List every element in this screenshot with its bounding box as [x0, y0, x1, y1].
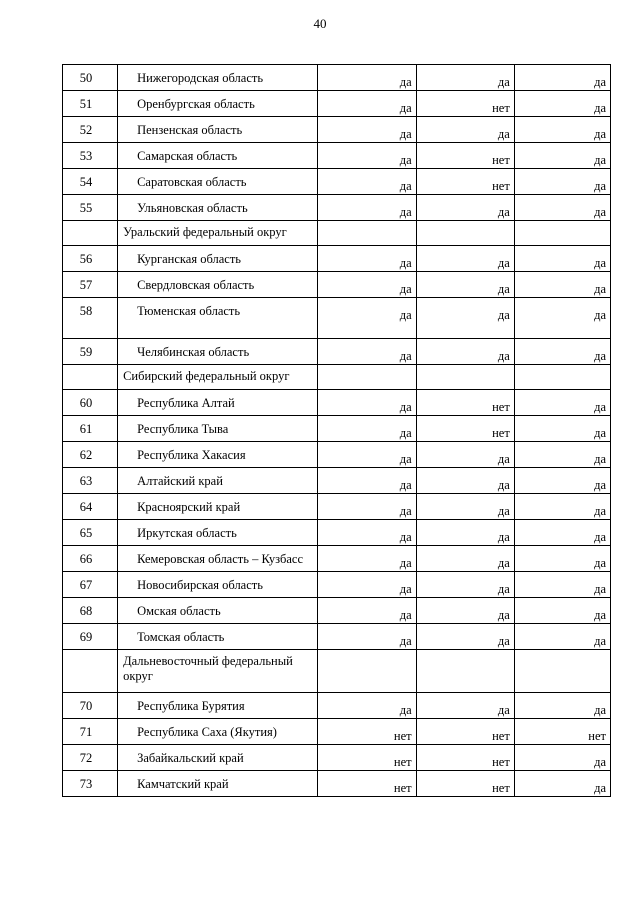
row-number-cell: 68 [63, 598, 118, 624]
value-cell-1: да [318, 195, 416, 221]
value-cell-3: да [514, 339, 610, 365]
value-cell-2: нет [416, 719, 514, 745]
region-name-cell: Республика Бурятия [118, 693, 318, 719]
value-cell-2: да [416, 494, 514, 520]
value-cell-3: нет [514, 719, 610, 745]
value-cell-1: да [318, 468, 416, 494]
region-name-cell: Республика Хакасия [118, 442, 318, 468]
table-row [63, 169, 611, 195]
value-cell-3: да [514, 298, 610, 339]
row-number-cell: 59 [63, 339, 118, 365]
row-number-cell: 58 [63, 298, 118, 339]
value-cell [416, 650, 514, 693]
value-cell [514, 221, 610, 246]
regions-table [62, 64, 611, 797]
value-cell-1: да [318, 390, 416, 416]
value-cell-2: да [416, 246, 514, 272]
value-cell-1: да [318, 272, 416, 298]
value-cell-1: да [318, 169, 416, 195]
value-cell-2: да [416, 65, 514, 91]
value-cell-2: да [416, 117, 514, 143]
value-cell-1: да [318, 546, 416, 572]
row-number-cell: 72 [63, 745, 118, 771]
region-name-cell: Самарская область [118, 143, 318, 169]
value-cell-2: да [416, 546, 514, 572]
value-cell-2: да [416, 572, 514, 598]
region-name-cell: Курганская область [118, 246, 318, 272]
table-row [63, 624, 611, 650]
row-number-cell: 57 [63, 272, 118, 298]
value-cell-1: да [318, 143, 416, 169]
row-number-cell: 65 [63, 520, 118, 546]
region-name-cell: Забайкальский край [118, 745, 318, 771]
district-header-row [63, 221, 611, 246]
table-row [63, 117, 611, 143]
value-cell-2: нет [416, 771, 514, 797]
value-cell-2: нет [416, 390, 514, 416]
value-cell-3: да [514, 771, 610, 797]
table-row [63, 143, 611, 169]
table-row [63, 598, 611, 624]
region-name-cell: Оренбургская область [118, 91, 318, 117]
table-row [63, 390, 611, 416]
value-cell-2: нет [416, 745, 514, 771]
value-cell-3: да [514, 442, 610, 468]
table-row [63, 339, 611, 365]
table-row [63, 494, 611, 520]
value-cell-1: нет [318, 719, 416, 745]
region-name-cell: Камчатский край [118, 771, 318, 797]
table-row [63, 416, 611, 442]
row-number-cell: 71 [63, 719, 118, 745]
value-cell-2: да [416, 195, 514, 221]
table-row [63, 468, 611, 494]
table-row [63, 246, 611, 272]
value-cell-2: да [416, 624, 514, 650]
value-cell-1: да [318, 298, 416, 339]
value-cell-1: да [318, 442, 416, 468]
value-cell-3: да [514, 416, 610, 442]
row-number-cell: 62 [63, 442, 118, 468]
value-cell-3: да [514, 65, 610, 91]
regions-table-body [63, 65, 611, 797]
value-cell-2: да [416, 468, 514, 494]
region-name-cell: Кемеровская область – Кузбасс [118, 546, 318, 572]
row-number-cell: 67 [63, 572, 118, 598]
region-name-cell: Красноярский край [118, 494, 318, 520]
region-name-cell: Челябинская область [118, 339, 318, 365]
region-name-cell: Томская область [118, 624, 318, 650]
value-cell-3: да [514, 693, 610, 719]
row-number-cell: 73 [63, 771, 118, 797]
table-row [63, 745, 611, 771]
table-row [63, 65, 611, 91]
value-cell-3: да [514, 143, 610, 169]
row-number-cell: 69 [63, 624, 118, 650]
table-row [63, 719, 611, 745]
district-name-cell: Дальневосточный федеральный округ [118, 650, 318, 693]
region-name-cell: Нижегородская область [118, 65, 318, 91]
value-cell-2: нет [416, 143, 514, 169]
row-number-cell: 63 [63, 468, 118, 494]
row-number-cell: 50 [63, 65, 118, 91]
value-cell-1: нет [318, 771, 416, 797]
value-cell-2: нет [416, 169, 514, 195]
region-name-cell: Республика Саха (Якутия) [118, 719, 318, 745]
row-number-cell: 54 [63, 169, 118, 195]
region-name-cell: Новосибирская область [118, 572, 318, 598]
region-name-cell: Свердловская область [118, 272, 318, 298]
value-cell-2: да [416, 272, 514, 298]
value-cell-2: да [416, 442, 514, 468]
value-cell-1: да [318, 246, 416, 272]
value-cell [416, 221, 514, 246]
region-name-cell: Алтайский край [118, 468, 318, 494]
region-name-cell: Омская область [118, 598, 318, 624]
value-cell-1: да [318, 91, 416, 117]
row-number-cell [63, 221, 118, 246]
row-number-cell [63, 365, 118, 390]
table-row [63, 195, 611, 221]
value-cell-2: да [416, 693, 514, 719]
district-header-row [63, 650, 611, 693]
district-name-cell: Уральский федеральный округ [118, 221, 318, 246]
value-cell-2: да [416, 298, 514, 339]
row-number-cell: 56 [63, 246, 118, 272]
value-cell-1: да [318, 624, 416, 650]
region-name-cell: Саратовская область [118, 169, 318, 195]
row-number-cell: 55 [63, 195, 118, 221]
value-cell-1: да [318, 494, 416, 520]
value-cell-1: да [318, 520, 416, 546]
table-row [63, 771, 611, 797]
value-cell-3: да [514, 494, 610, 520]
value-cell-3: да [514, 117, 610, 143]
row-number-cell: 51 [63, 91, 118, 117]
region-name-cell: Ульяновская область [118, 195, 318, 221]
value-cell-3: да [514, 572, 610, 598]
value-cell-1: да [318, 416, 416, 442]
value-cell [318, 365, 416, 390]
value-cell-3: да [514, 195, 610, 221]
value-cell [318, 650, 416, 693]
value-cell-1: да [318, 65, 416, 91]
value-cell-3: да [514, 91, 610, 117]
value-cell-2: нет [416, 416, 514, 442]
value-cell-3: да [514, 745, 610, 771]
region-name-cell: Тюменская область [118, 298, 318, 339]
value-cell [514, 365, 610, 390]
value-cell-3: да [514, 169, 610, 195]
table-row [63, 91, 611, 117]
value-cell [318, 221, 416, 246]
table-row [63, 442, 611, 468]
value-cell [514, 650, 610, 693]
row-number-cell: 52 [63, 117, 118, 143]
table-row [63, 520, 611, 546]
table-row [63, 572, 611, 598]
value-cell-2: да [416, 520, 514, 546]
district-name-cell: Сибирский федеральный округ [118, 365, 318, 390]
row-number-cell [63, 650, 118, 693]
table-row [63, 693, 611, 719]
row-number-cell: 64 [63, 494, 118, 520]
table-row [63, 272, 611, 298]
region-name-cell: Иркутская область [118, 520, 318, 546]
region-name-cell: Пензенская область [118, 117, 318, 143]
value-cell-2: да [416, 598, 514, 624]
value-cell-1: да [318, 693, 416, 719]
region-name-cell: Республика Алтай [118, 390, 318, 416]
table-row [63, 546, 611, 572]
value-cell-2: нет [416, 91, 514, 117]
value-cell-3: да [514, 468, 610, 494]
value-cell-3: да [514, 520, 610, 546]
value-cell-3: да [514, 272, 610, 298]
value-cell-2: да [416, 339, 514, 365]
value-cell-1: да [318, 117, 416, 143]
district-header-row [63, 365, 611, 390]
value-cell [416, 365, 514, 390]
value-cell-3: да [514, 246, 610, 272]
table-row [63, 298, 611, 339]
value-cell-1: да [318, 598, 416, 624]
value-cell-1: да [318, 339, 416, 365]
value-cell-3: да [514, 390, 610, 416]
page-number: 40 [313, 16, 327, 31]
value-cell-1: нет [318, 745, 416, 771]
row-number-cell: 60 [63, 390, 118, 416]
value-cell-3: да [514, 624, 610, 650]
value-cell-3: да [514, 546, 610, 572]
region-name-cell: Республика Тыва [118, 416, 318, 442]
row-number-cell: 53 [63, 143, 118, 169]
row-number-cell: 66 [63, 546, 118, 572]
row-number-cell: 61 [63, 416, 118, 442]
row-number-cell: 70 [63, 693, 118, 719]
value-cell-1: да [318, 572, 416, 598]
value-cell-3: да [514, 598, 610, 624]
